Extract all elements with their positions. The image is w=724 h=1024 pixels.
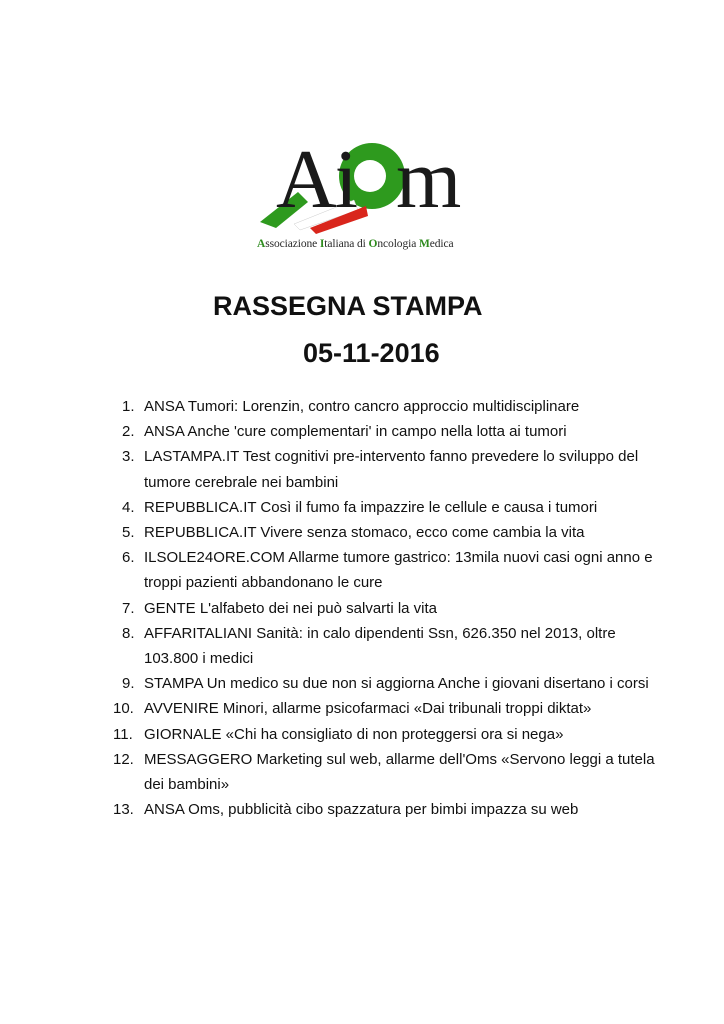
list-item	[110, 621, 670, 671]
list-item-text: AFFARITALIANI Sanità: in calo dipendenti Ssn, 626.350 nel 2013, oltre 103.800 i medici	[144, 624, 620, 668]
list-item-text: GENTE L'alfabeto dei nei può salvarti la vita	[144, 599, 438, 617]
list-item	[110, 495, 670, 520]
list-item-text: ANSA Anche 'cure complementari' in campo nella lotta ai tumori	[144, 423, 567, 441]
list-item-number: 8.	[122, 624, 135, 642]
list-item	[110, 444, 670, 494]
list-item-number: 2.	[122, 423, 135, 441]
page-title: RASSEGNA STAMPA	[213, 291, 483, 321]
logo-subtitle: Associazione Italiana di Oncologia Medica	[257, 238, 454, 250]
list-item	[110, 520, 670, 545]
logo-letter-m: m	[396, 133, 460, 226]
list-item-number: 5.	[122, 524, 135, 542]
logo-wordmark	[276, 133, 460, 226]
press-list	[110, 394, 670, 822]
page-date: 05-11-2016	[303, 338, 440, 368]
list-item-number: 1.	[122, 398, 135, 415]
list-item-text: STAMPA Un medico su due non si aggiorna Anche i giovani disertano i corsi	[144, 675, 649, 693]
list-item-text: ANSA Tumori: Lorenzin, contro cancro approccio multidisciplinare	[144, 398, 580, 415]
list-item-text: LASTAMPA.IT Test cognitivi pre-intervento fanno prevedere lo sviluppo del tumore cerebrale nei bambini	[144, 448, 643, 491]
list-item-number: 9.	[122, 675, 135, 693]
list-item-text: REPUBBLICA.IT Vivere senza stomaco, ecco come cambia la vita	[144, 524, 585, 542]
list-item	[110, 722, 670, 747]
list-item-number: 7.	[122, 599, 135, 617]
list-item-number: 4.	[122, 498, 135, 516]
list-item	[110, 419, 670, 444]
logo-letter-a: A	[276, 133, 335, 226]
list-item	[110, 797, 670, 822]
list-item-number: 10.	[113, 700, 134, 718]
list-item-number: 6.	[122, 549, 135, 567]
list-item	[110, 696, 670, 721]
list-item-text: AVVENIRE Minori, allarme psicofarmaci «Dai tribunali troppi diktat»	[144, 700, 592, 718]
list-item	[110, 545, 670, 595]
logo-letter-o	[356, 133, 396, 226]
list-item-text: GIORNALE «Chi ha consigliato di non proteggersi ora si nega»	[144, 725, 564, 743]
aiom-logo	[254, 133, 469, 266]
list-item	[110, 747, 670, 797]
logo-letter-i: i	[334, 133, 357, 226]
list-item	[110, 671, 670, 696]
list-item	[110, 394, 670, 419]
list-item-number: 13.	[113, 801, 134, 819]
list-item	[110, 596, 670, 621]
list-item-text: MESSAGGERO Marketing sul web, allarme dell'Oms «Servono leggi a tutela dei bambini»	[144, 750, 659, 794]
list-item-number: 11.	[113, 725, 133, 743]
list-item-number: 3.	[122, 448, 135, 466]
list-item-text: REPUBBLICA.IT Così il fumo fa impazzire le cellule e causa i tumori	[144, 498, 598, 516]
list-item-number: 12.	[113, 750, 134, 768]
list-item-text: ANSA Oms, pubblicità cibo spazzatura per bimbi impazza su web	[144, 801, 579, 819]
list-item-text: ILSOLE24ORE.COM Allarme tumore gastrico: 13mila nuovi casi ogni anno e troppi pazienti abbandonano le cure	[144, 549, 657, 592]
